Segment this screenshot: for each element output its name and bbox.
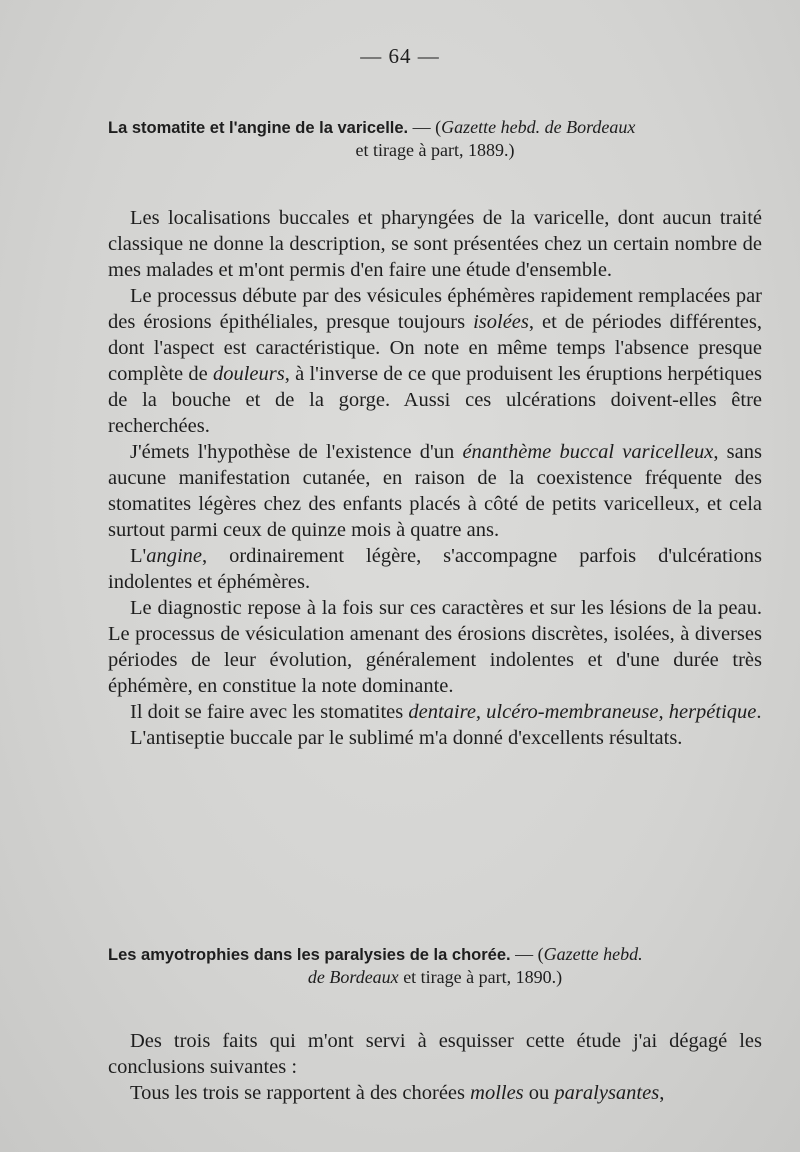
paragraph [108, 543, 762, 595]
paragraph: Les localisations buccales et pharyngées de la varicelle, dont aucun traité classique ne donne la description, se sont présentées chez un certain nombre de mes malades et m'ont permis d'en faire une étude d'ensemble. [108, 207, 762, 281]
emphasis: angine [146, 545, 203, 567]
paragraph [108, 283, 762, 439]
text-run: Il doit se faire avec les stomatites [130, 701, 409, 723]
text-run: ou [523, 1082, 555, 1104]
page-number: — 64 — [360, 44, 440, 68]
article-varicelle [108, 116, 762, 751]
paragraph: L'antiseptie buccale par le sublimé m'a donné d'excellents résultats. [130, 727, 683, 749]
paragraph: Le diagnostic repose à la fois sur ces caractères et sur les lésions de la peau. Le processus de vésiculation amenant des érosions discrètes, isolées, à diverses périodes de leur évolution, généralement indolentes et d'une durée très éphémère, en constitue la note dominante. [108, 597, 762, 697]
emphasis: isolées [473, 311, 529, 333]
text-run: Tous les trois se rapportent à des chorées [130, 1082, 471, 1104]
text-run: , ordinairement légère, s'accompagne parfois d'ulcérations indolentes et éphémères. [108, 545, 762, 593]
text-run: , sans aucune manifestation cutanée, en raison de la coexistence fréquente des stomatites légères chez des enfants placés à côté de petits varicelleux, et cela surtout parmi ceux de quinze mois à quatre ans. [108, 441, 762, 541]
article-source-2: de Bordeaux [307, 967, 399, 987]
emphasis: molles [470, 1082, 524, 1104]
text-run: Le processus débute par des vésicules éphémères rapidement remplacées par des érosions épithéliales, presque toujours [108, 285, 762, 333]
emphasis: douleurs [212, 363, 285, 385]
article-body [108, 205, 762, 751]
article-source: Gazette hebd. de Bordeaux [441, 117, 636, 137]
emphasis: paralysantes [554, 1082, 660, 1104]
article-title: La stomatite et l'angine de la varicelle. [108, 119, 409, 137]
article-amyotrophies [108, 943, 762, 1106]
emphasis: dentaire, ulcéro-membraneuse, herpétique [408, 701, 757, 723]
emphasis: énanthème buccal varicelleux [462, 441, 714, 463]
article-source-continuation [108, 966, 762, 988]
text-run: , à l'inverse de ce que produisent les éruptions herpétiques de la bouche et de la gorge. Aussi ces ulcérations doivent-elles être recherchées. [108, 363, 763, 437]
paragraph [108, 699, 762, 725]
text-run: J'émets l'hypothèse de l'existence d'un [130, 441, 463, 463]
heading-dash: — ( [408, 117, 442, 137]
source-detail: et tirage à part, 1890.) [398, 967, 563, 987]
article-title: Les amyotrophies dans les paralysies de la chorée. [108, 946, 511, 964]
text-run: L' [130, 545, 147, 567]
text-run: , [659, 1082, 665, 1104]
paragraph [108, 439, 762, 543]
heading-dash: — ( [510, 944, 544, 964]
text-run: . [756, 701, 762, 723]
article-source-continuation: et tirage à part, 1889.) [355, 140, 515, 160]
article-heading [108, 943, 762, 988]
article-heading [108, 116, 762, 161]
paragraph [108, 1080, 762, 1106]
article-source: Gazette hebd. [543, 944, 643, 964]
article-body [108, 1028, 762, 1106]
paragraph: Des trois faits qui m'ont servi à esquisser cette étude j'ai dégagé les conclusions suivantes : [108, 1030, 762, 1078]
text-run: , et de périodes différentes, dont l'aspect est caractéristique. On note en même temps l'absence presque complète de [108, 311, 762, 385]
